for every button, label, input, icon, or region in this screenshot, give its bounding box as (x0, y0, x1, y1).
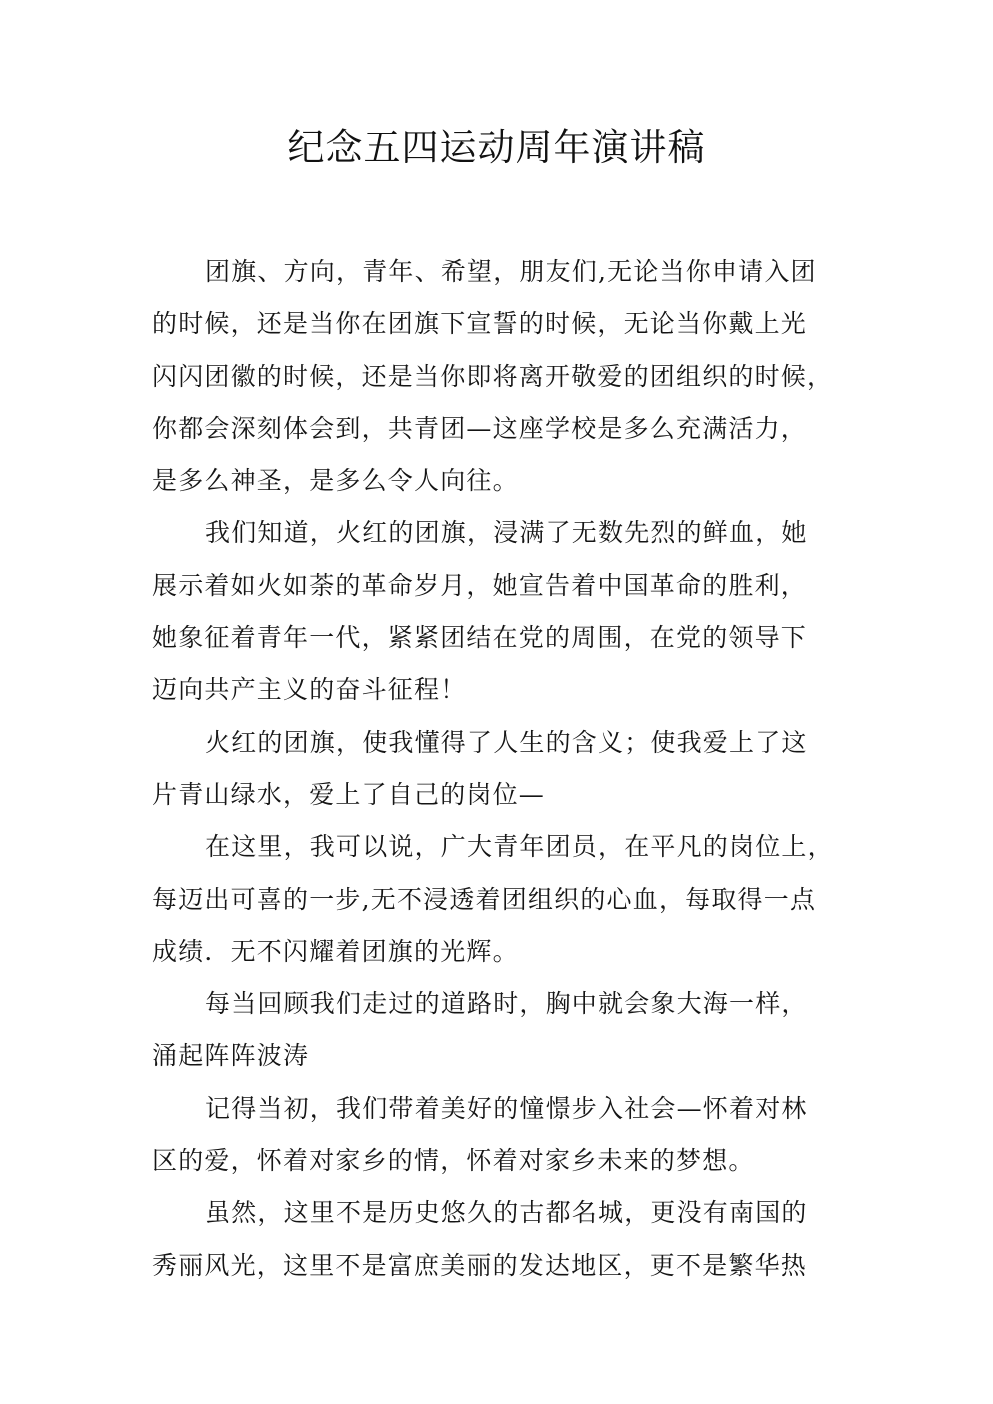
text-line: 片青山绿水，爱上了自己的岗位— (152, 779, 546, 809)
paragraph-7 (152, 1187, 842, 1292)
text-line: 的时候，还是当你在团旗下宣誓的时候，无论当你戴上光 (152, 309, 808, 339)
text-line: 区的爱，怀着对家乡的情，怀着对家乡未来的梦想。 (152, 1146, 755, 1176)
text-line: 涌起阵阵波涛 (152, 1041, 310, 1071)
text-line: 火红的团旗，使我懂得了人生的含义；使我爱上了这 (205, 727, 808, 757)
paragraph-2 (152, 507, 842, 716)
text-line: 迈向共产主义的奋斗征程！ (152, 675, 467, 705)
text-line: 她象征着青年一代，紧紧团结在党的周围，在党的领导下 (152, 623, 808, 653)
text-line: 成绩．无不闪耀着团旗的光辉。 (152, 936, 519, 966)
paragraph-5 (152, 978, 842, 1083)
text-line: 是多么神圣，是多么令人向往。 (152, 466, 519, 496)
text-line: 每迈出可喜的一步,无不浸透着团组织的心血，每取得一点 (152, 884, 817, 914)
text-line: 在这里，我可以说，广大青年团员，在平凡的岗位上， (205, 832, 834, 862)
text-line: 团旗、方向，青年、希望，朋友们,无论当你申请入团 (205, 257, 817, 286)
text-line: 我们知道，火红的团旗，浸满了无数先烈的鲜血，她 (205, 518, 808, 548)
text-line: 每当回顾我们走过的道路时，胸中就会象大海一样， (205, 989, 808, 1019)
document-body (152, 246, 842, 1292)
text-line: 虽然，这里不是历史悠久的古都名城，更没有南国的 (205, 1198, 808, 1228)
text-line: 秀丽风光，这里不是富庶美丽的发达地区，更不是繁华热 (152, 1250, 808, 1280)
text-line: 展示着如火如荼的革命岁月，她宣告着中国革命的胜利， (152, 570, 808, 600)
paragraph-1 (152, 246, 842, 507)
paragraph-3 (152, 717, 842, 822)
text-line: 记得当初，我们带着美好的憧憬步入社会—怀着对林 (205, 1093, 808, 1123)
paragraph-6 (152, 1083, 842, 1188)
document-title: 纪念五四运动周年演讲稿 (287, 126, 706, 169)
paragraph-4 (152, 821, 842, 978)
text-line: 你都会深刻体会到，共青团—这座学校是多么充满活力， (152, 413, 808, 443)
text-line: 闪闪团徽的时候，还是当你即将离开敬爱的团组织的时候， (152, 361, 834, 391)
